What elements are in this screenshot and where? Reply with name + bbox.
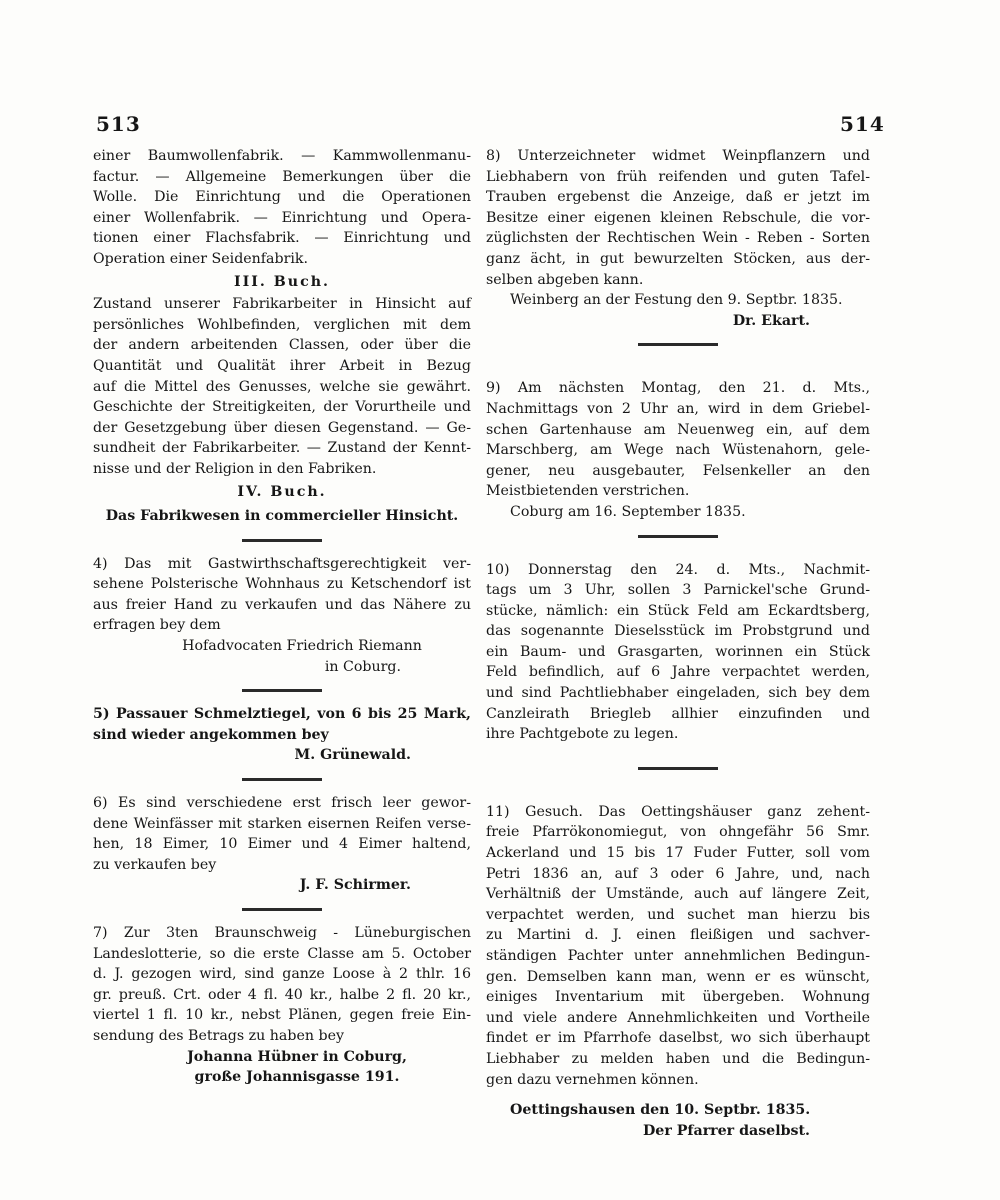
- notice-6-signature: J. F. Schirmer.: [299, 877, 411, 894]
- text-line: Marschberg, am Wege nach Wüstenahorn, gele-: [486, 442, 870, 459]
- text-line: Operation einer Seidenfabrik.: [93, 250, 309, 267]
- text-line: das sogenannte Dieselsstück im Probstgrund und: [486, 623, 870, 640]
- text-line: gener, neu ausgebauter, Felsenkeller an den: [486, 462, 870, 479]
- text-line: Landeslotterie, so die erste Classe am 5. October: [93, 945, 471, 962]
- book-4-subtitle: Das Fabrikwesen in commercieller Hinsicht.: [105, 508, 459, 525]
- text-line: persönliches Wohlbefinden, verglichen mit dem: [93, 316, 471, 333]
- separator-rule: [638, 767, 718, 770]
- text-line: Canzleirath Briegleb allhier einzufinden und: [486, 705, 870, 722]
- text-line: ihre Pachtgebote zu legen.: [486, 726, 679, 743]
- text-line: factur. — Allgemeine Bemerkungen über die: [93, 168, 471, 185]
- text-line: Quantität und Qualität ihrer Arbeit in Bezug: [93, 357, 471, 374]
- text-line: gen. Demselben kann man, wenn er es wünscht,: [486, 968, 870, 985]
- book-3-contents: [93, 294, 471, 479]
- text-line: schen Gartenhause am Neuenweg ein, auf dem: [486, 421, 870, 438]
- text-line: 4) Das mit Gastwirthschaftsgerechtigkeit ver-: [93, 555, 471, 572]
- text-line: sendung des Betrags zu haben bey: [93, 1027, 345, 1044]
- text-line: Trauben ergebenst die Anzeige, daß er jetzt im: [486, 189, 870, 206]
- text-line: ein Baum- und Grasgarten, worinnen ein Stück: [486, 643, 870, 660]
- text-line: gr. preuß. Crt. oder 4 fl. 40 kr., halbe 2 fl. 20 kr.,: [93, 986, 471, 1003]
- text-line: züglichsten der Rechtischen Wein - Reben - Sorten: [486, 230, 870, 247]
- text-line: tionen einer Flachsfabrik. — Einrichtung und: [93, 230, 471, 247]
- text-line: 11) Gesuch. Das Oettingshäuser ganz zehent-: [486, 803, 870, 820]
- text-line: Wolle. Die Einrichtung und die Operationen: [93, 189, 471, 206]
- separator-rule: [242, 778, 322, 781]
- text-line: ständigen Pachter unter annehmlichen Bedingun-: [486, 948, 870, 964]
- text-line: einer Baumwollenfabrik. — Kammwollenmanu-: [93, 148, 471, 164]
- notice-8-signature: Dr. Ekart.: [732, 312, 810, 329]
- text-line: tags um 3 Uhr, sollen 3 Parnickel'sche Grund-: [486, 582, 870, 599]
- text-line: Meistbietenden verstrichen.: [486, 483, 690, 500]
- text-line: findet er im Pfarrhofe daselbst, wo sich überhaupt: [486, 1030, 870, 1047]
- text-line: gen dazu vernehmen können.: [486, 1071, 699, 1088]
- notice-9: [486, 378, 870, 502]
- separator-rule: [242, 539, 322, 542]
- separator-rule: [638, 343, 718, 346]
- notice-9-place-date: Coburg am 16. September 1835.: [510, 503, 746, 520]
- text-line: stücke, nämlich: ein Stück Feld am Eckardtsberg,: [486, 602, 870, 619]
- text-line: 9) Am nächsten Montag, den 21. d. Mts.,: [486, 380, 870, 397]
- notice-5-signature: M. Grünewald.: [294, 747, 411, 764]
- notice-4-signature-place: in Coburg.: [324, 658, 401, 675]
- text-line: 7) Zur 3ten Braunschweig - Lüneburgischen: [93, 925, 471, 941]
- text-line: 8) Unterzeichneter widmet Weinpflanzern und: [486, 148, 870, 164]
- text-line: der Gesetzgebung über diesen Gegenstand. — Ge-: [93, 419, 471, 436]
- notice-7-address: große Johannisgasse 191.: [194, 1069, 400, 1086]
- notice-6: [93, 793, 471, 875]
- page-number-left: 513: [96, 112, 141, 136]
- book-3-heading: III. Buch.: [234, 273, 330, 290]
- text-line: und viele andere Annehmlichkeiten und Vortheile: [486, 1009, 870, 1026]
- right-column: [486, 146, 870, 1141]
- toc-intro: [93, 146, 471, 270]
- notice-5: [93, 704, 471, 745]
- text-line: Nachmittags von 2 Uhr an, wird in dem Griebel-: [486, 400, 870, 417]
- text-line: der andern arbeitenden Classen, oder über die: [93, 337, 471, 354]
- separator-rule: [638, 535, 718, 538]
- text-line: viertel 1 fl. 10 kr., nebst Plänen, gegen freie Ein-: [93, 1007, 471, 1024]
- left-column: [93, 146, 471, 1088]
- text-line: zu Martini d. J. einen fleißigen und sachver-: [486, 927, 870, 944]
- book-4-heading: IV. Buch.: [237, 483, 327, 500]
- text-line: Ackerland und 15 bis 17 Fuder Futter, soll vom: [486, 845, 870, 862]
- notice-10: [486, 560, 870, 745]
- text-line: und sind Pachtliebhaber eingeladen, sich bey dem: [486, 685, 870, 702]
- notice-4: [93, 554, 471, 636]
- separator-rule: [242, 689, 322, 692]
- notice-11-signature: Der Pfarrer daselbst.: [642, 1122, 810, 1139]
- notice-4-signature: Hofadvocaten Friedrich Riemann: [182, 638, 422, 655]
- text-line: einiges Inventarium mit übergeben. Wohnung: [486, 989, 870, 1006]
- text-line: 5) Passauer Schmelztiegel, von 6 bis 25 Mark,: [93, 706, 471, 723]
- text-line: dene Weinfässer mit starken eisernen Reifen verse-: [93, 815, 471, 832]
- text-line: Besitze einer eigenen kleinen Rebschule, die vor-: [486, 209, 870, 226]
- text-line: auf die Mittel des Genusses, welche sie gewährt.: [93, 378, 471, 395]
- text-line: Liebhabern von früh reifenden und guten Tafel-: [486, 168, 870, 185]
- text-line: sundheit der Fabrikarbeiter. — Zustand der Kennt-: [93, 440, 471, 457]
- separator-rule: [242, 908, 322, 911]
- notice-7: [93, 923, 471, 1047]
- text-line: freie Pfarrökonomiegut, von ohngefähr 56 Smr.: [486, 824, 870, 841]
- notice-8-place-date: Weinberg an der Festung den 9. Septbr. 1835.: [510, 292, 843, 309]
- notice-11-place-date: Oettingshausen den 10. Septbr. 1835.: [510, 1102, 811, 1119]
- text-line: hen, 18 Eimer, 10 Eimer und 4 Eimer haltend,: [93, 836, 471, 853]
- text-line: Liebhaber zu melden haben und die Bedingun-: [486, 1050, 870, 1067]
- text-line: d. J. gezogen wird, sind ganze Loose à 2 thlr. 16: [93, 966, 471, 983]
- text-line: sind wieder angekommen bey: [93, 726, 329, 743]
- text-line: aus freier Hand zu verkaufen und das Nähere zu: [93, 596, 471, 613]
- notice-11: [486, 802, 870, 1090]
- text-line: Verhältniß der Umstände, auch auf längere Zeit,: [486, 886, 870, 903]
- text-line: Feld befindlich, auf 6 Jahre verpachtet werden,: [486, 664, 870, 681]
- text-line: 6) Es sind verschiedene erst frisch leer gewor-: [93, 795, 471, 812]
- text-line: selben abgeben kann.: [486, 271, 644, 288]
- text-line: ganz ächt, in gut bewurzelten Stöcken, aus der-: [486, 250, 870, 267]
- notice-8: [486, 146, 870, 290]
- text-line: Zustand unserer Fabrikarbeiter in Hinsicht auf: [93, 296, 471, 313]
- text-line: Petri 1836 an, auf 3 oder 6 Jahre, und, nach: [486, 865, 870, 882]
- text-line: sehene Polsterische Wohnhaus zu Ketschendorf ist: [93, 576, 471, 593]
- text-line: Geschichte der Streitigkeiten, der Vorurtheile und: [93, 399, 471, 416]
- text-line: zu verkaufen bey: [93, 856, 217, 873]
- page-number-right: 514: [840, 112, 885, 136]
- text-line: 10) Donnerstag den 24. d. Mts., Nachmit-: [486, 561, 870, 578]
- text-line: verpachtet werden, und suchet man hierzu bis: [486, 906, 870, 923]
- text-line: erfragen bey dem: [93, 617, 221, 634]
- notice-7-signature: Johanna Hübner in Coburg,: [187, 1048, 407, 1065]
- text-line: nisse und der Religion in den Fabriken.: [93, 460, 377, 477]
- text-line: einer Wollenfabrik. — Einrichtung und Opera-: [93, 209, 471, 226]
